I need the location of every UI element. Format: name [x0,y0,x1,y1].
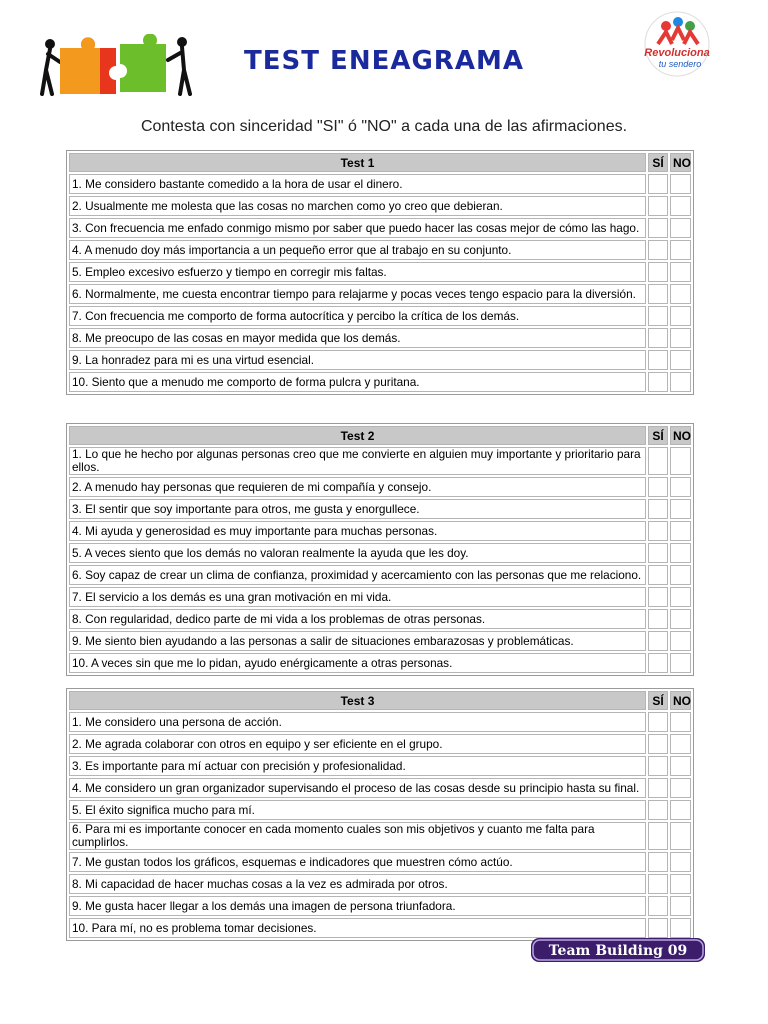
si-checkbox[interactable] [648,372,668,392]
test-3-table [66,688,694,941]
no-checkbox[interactable] [670,174,691,194]
si-checkbox[interactable] [648,543,668,563]
no-checkbox[interactable] [670,778,691,798]
no-checkbox[interactable] [670,734,691,754]
table-row [69,918,691,938]
question-text: 1. Lo que he hecho por algunas personas creo que me convierte en alguien muy importante y prioritario para ellos. [69,447,646,475]
team-building-badge [531,938,705,962]
table-row [69,852,691,872]
si-checkbox[interactable] [648,852,668,872]
test-title: Test 2 [69,426,646,445]
table-row [69,447,691,475]
logo-text-2: tu sendero [658,59,702,69]
question-text: 2. Me agrada colaborar con otros en equipo y ser eficiente en el grupo. [69,734,646,754]
no-checkbox[interactable] [670,477,691,497]
si-header: SÍ [648,426,668,445]
no-checkbox[interactable] [670,447,691,475]
no-checkbox[interactable] [670,262,691,282]
table-row [69,218,691,238]
no-header: NO [670,691,691,710]
question-text: 7. Con frecuencia me comporto de forma autocrítica y percibo la crítica de los demás. [69,306,646,326]
si-checkbox[interactable] [648,800,668,820]
no-checkbox[interactable] [670,800,691,820]
question-text: 3. Es importante para mí actuar con precisión y profesionalidad. [69,756,646,776]
question-text: 5. A veces siento que los demás no valoran realmente la ayuda que les doy. [69,543,646,563]
no-checkbox[interactable] [670,218,691,238]
si-checkbox[interactable] [648,306,668,326]
question-text: 3. El sentir que soy importante para otros, me gusta y enorgullece. [69,499,646,519]
question-text: 3. Con frecuencia me enfado conmigo mismo por saber que puedo hacer las cosas mejor de cómo las hago. [69,218,646,238]
table-row [69,196,691,216]
test-title: Test 1 [69,153,646,172]
table-row [69,262,691,282]
table-row [69,521,691,541]
si-checkbox[interactable] [648,521,668,541]
si-checkbox[interactable] [648,756,668,776]
question-text: 1. Me considero bastante comedido a la hora de usar el dinero. [69,174,646,194]
question-text: 2. Usualmente me molesta que las cosas no marchen como yo creo que debieran. [69,196,646,216]
table-row [69,306,691,326]
question-text: 4. Me considero un gran organizador supervisando el proceso de las cosas desde su principio hasta su final. [69,778,646,798]
table-row [69,350,691,370]
question-text: 1. Me considero una persona de acción. [69,712,646,732]
table-row [69,328,691,348]
table-row [69,174,691,194]
si-checkbox[interactable] [648,477,668,497]
no-checkbox[interactable] [670,874,691,894]
si-checkbox[interactable] [648,587,668,607]
question-text: 10. Siento que a menudo me comporto de forma pulcra y puritana. [69,372,646,392]
table-row [69,372,691,392]
question-text: 6. Para mi es importante conocer en cada momento cuales son mis objetivos y cuanto me falta para cumplirlos. [69,822,646,850]
question-text: 7. El servicio a los demás es una gran motivación en mi vida. [69,587,646,607]
test-1-table [66,150,694,395]
question-text: 9. La honradez para mi es una virtud esencial. [69,350,646,370]
question-text: 4. Mi ayuda y generosidad es muy importante para muchas personas. [69,521,646,541]
si-checkbox[interactable] [648,218,668,238]
question-text: 5. Empleo excesivo esfuerzo y tiempo en corregir mis faltas. [69,262,646,282]
question-text: 6. Soy capaz de crear un clima de confianza, proximidad y acercamiento con las personas que me relaciono. [69,565,646,585]
no-checkbox[interactable] [670,328,691,348]
table-row [69,631,691,651]
no-checkbox[interactable] [670,284,691,304]
question-text: 8. Me preocupo de las cosas en mayor medida que los demás. [69,328,646,348]
no-checkbox[interactable] [670,918,691,938]
si-checkbox[interactable] [648,565,668,585]
question-text: 6. Normalmente, me cuesta encontrar tiempo para relajarme y pocas veces tengo espacio para la diversión. [69,284,646,304]
table-row [69,653,691,673]
test-2-table [66,423,694,676]
si-checkbox[interactable] [648,734,668,754]
question-text: 8. Con regularidad, dedico parte de mi vida a los problemas de otras personas. [69,609,646,629]
table-row [69,240,691,260]
no-checkbox[interactable] [670,712,691,732]
revoluciona-logo-icon [636,10,718,78]
no-checkbox[interactable] [670,609,691,629]
no-checkbox[interactable] [670,521,691,541]
si-checkbox[interactable] [648,918,668,938]
no-checkbox[interactable] [670,196,691,216]
question-text: 8. Mi capacidad de hacer muchas cosas a la vez es admirada por otros. [69,874,646,894]
question-text: 9. Me siento bien ayudando a las personas a salir de situaciones embarazosas y problemáticas. [69,631,646,651]
table-row [69,712,691,732]
table-row [69,609,691,629]
table-row [69,756,691,776]
table-row [69,822,691,850]
page-title: TEST ENEAGRAMA [244,46,524,76]
question-text: 10. Para mí, no es problema tomar decisiones. [69,918,646,938]
table-row [69,874,691,894]
si-checkbox[interactable] [648,712,668,732]
si-checkbox[interactable] [648,896,668,916]
logo-text-1: Revoluciona [644,47,710,59]
instruction-text: Contesta con sinceridad "SI" ó "NO" a cada una de las afirmaciones. [140,118,628,135]
table-row [69,499,691,519]
question-text: 4. A menudo doy más importancia a un pequeño error que al trabajo en su conjunto. [69,240,646,260]
si-checkbox[interactable] [648,499,668,519]
si-checkbox[interactable] [648,631,668,651]
si-checkbox[interactable] [648,447,668,475]
no-checkbox[interactable] [670,822,691,850]
no-checkbox[interactable] [670,543,691,563]
no-header: NO [670,426,691,445]
no-checkbox[interactable] [670,372,691,392]
table-row [69,477,691,497]
no-checkbox[interactable] [670,587,691,607]
table-row [69,800,691,820]
si-checkbox[interactable] [648,653,668,673]
question-text: 5. El éxito significa mucho para mí. [69,800,646,820]
no-checkbox[interactable] [670,653,691,673]
table-row [69,734,691,754]
table-row [69,778,691,798]
no-header: NO [670,153,691,172]
table-row [69,284,691,304]
no-checkbox[interactable] [670,852,691,872]
table-row [69,896,691,916]
no-checkbox[interactable] [670,240,691,260]
si-checkbox[interactable] [648,778,668,798]
question-text: 2. A menudo hay personas que requieren de mi compañía y consejo. [69,477,646,497]
test-title: Test 3 [69,691,646,710]
si-header: SÍ [648,691,668,710]
si-checkbox[interactable] [648,196,668,216]
question-text: 9. Me gusta hacer llegar a los demás una imagen de persona triunfadora. [69,896,646,916]
no-checkbox[interactable] [670,350,691,370]
no-checkbox[interactable] [670,565,691,585]
si-checkbox[interactable] [648,874,668,894]
no-checkbox[interactable] [670,756,691,776]
table-row [69,587,691,607]
si-checkbox[interactable] [648,240,668,260]
si-checkbox[interactable] [648,350,668,370]
si-checkbox[interactable] [648,262,668,282]
si-checkbox[interactable] [648,822,668,850]
no-checkbox[interactable] [670,499,691,519]
si-checkbox[interactable] [648,174,668,194]
question-text: 10. A veces sin que me lo pidan, ayudo enérgicamente a otras personas. [69,653,646,673]
question-text: 7. Me gustan todos los gráficos, esquemas e indicadores que muestren cómo actúo. [69,852,646,872]
no-checkbox[interactable] [670,896,691,916]
si-checkbox[interactable] [648,328,668,348]
si-header: SÍ [648,153,668,172]
no-checkbox[interactable] [670,306,691,326]
si-checkbox[interactable] [648,284,668,304]
badge-text: Team Building 09 [548,943,688,959]
no-checkbox[interactable] [670,631,691,651]
table-row [69,543,691,563]
si-checkbox[interactable] [648,609,668,629]
table-row [69,565,691,585]
